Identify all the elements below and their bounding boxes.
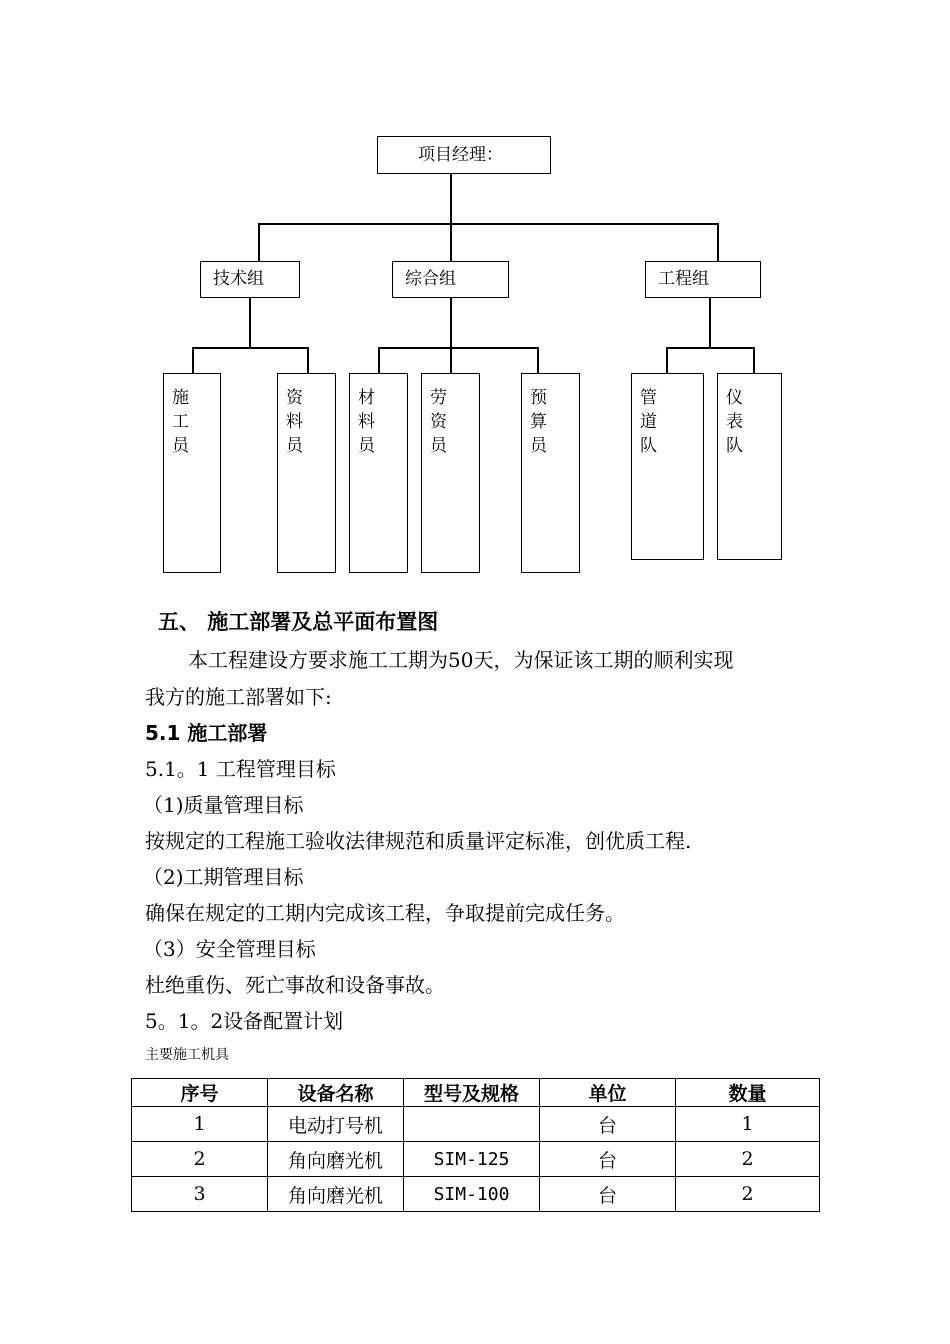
org-member-instrument-team [717,373,782,560]
org-group-engineering [645,261,761,298]
connector-line [709,297,711,348]
org-member-materials [349,373,408,573]
table-cell: 台 [540,1142,676,1177]
table-cell: 2 [132,1142,268,1177]
connector-line [666,347,668,374]
table-cell: 2 [676,1177,820,1212]
connector-line [378,347,538,349]
connector-line [258,223,260,262]
org-member-label: 管道队 [640,388,657,456]
org-member-label: 预算员 [530,388,547,456]
org-manager-box [377,136,551,174]
table-cell: SIM-125 [404,1142,540,1177]
connector-line [450,297,452,348]
table-header-row [132,1079,820,1107]
org-member-label: 材料员 [358,388,375,456]
org-member-label: 仪表队 [726,388,743,456]
table-cell: 角向磨光机 [268,1177,404,1212]
connector-line [717,223,719,262]
org-member-labor [421,373,480,573]
table-cell: SIM-100 [404,1177,540,1212]
table-cell: 台 [540,1107,676,1142]
connector-line [192,347,194,374]
schedule-text: 确保在规定的工期内完成该工程，争取提前完成任务。 [145,901,625,925]
org-member-label: 劳资员 [430,388,447,456]
connector-line [450,347,452,374]
equipment-table [131,1078,820,1212]
connector-line [666,347,754,349]
org-group-tech [200,261,300,298]
org-group-label: 技术组 [213,269,264,289]
connector-line [450,223,452,262]
org-member-label: 资料员 [286,388,303,456]
org-member-pipeline-team [631,373,704,560]
table-cell: 1 [132,1107,268,1142]
org-group-label: 综合组 [405,269,456,289]
header-cell: 序号 [132,1079,268,1107]
header-cell: 数量 [676,1079,820,1107]
table-cell: 电动打号机 [268,1107,404,1142]
connector-line [450,173,452,224]
table-caption: 主要施工机具 [145,1047,229,1063]
table-cell: 台 [540,1177,676,1212]
org-member-label: 施工员 [172,388,189,456]
org-group-general [392,261,509,298]
safety-label: （3）安全管理目标 [143,937,316,961]
table-row [132,1107,820,1142]
org-manager-label: 项目经理： [418,144,503,165]
header-cell: 设备名称 [268,1079,404,1107]
intro-line-2: 我方的施工部署如下: [145,685,332,709]
quality-text: 按规定的工程施工验收法律规范和质量评定标准，创优质工程. [145,829,692,853]
table-cell: 1 [676,1107,820,1142]
connector-line [378,347,380,374]
header-cell: 单位 [540,1079,676,1107]
connector-line [307,347,309,374]
quality-label: （1)质量管理目标 [143,793,304,817]
org-group-label: 工程组 [658,269,709,289]
table-row [132,1177,820,1212]
table-cell: 3 [132,1177,268,1212]
table-cell: 2 [676,1142,820,1177]
connector-line [258,223,718,225]
intro-line-1: 本工程建设方要求施工工期为50天，为保证该工期的顺利实现 [188,648,734,672]
connector-line [537,347,539,374]
org-member-construction [163,373,221,573]
connector-line [249,297,251,348]
schedule-label: （2)工期管理目标 [143,865,304,889]
connector-line [192,347,308,349]
table-row [132,1142,820,1177]
org-member-documentation [277,373,336,573]
table-cell [404,1107,540,1142]
connector-line [753,347,755,374]
org-member-budget [521,373,580,573]
equipment-title: 5。1。2设备配置计划 [145,1009,344,1033]
safety-text: 杜绝重伤、死亡事故和设备事故。 [145,973,445,997]
section-title: 五、 施工部署及总平面布置图 [158,610,439,634]
header-cell: 型号及规格 [404,1079,540,1107]
table-cell: 角向磨光机 [268,1142,404,1177]
sub-sub-section-title: 5.1。1 工程管理目标 [145,757,336,781]
sub-section-title: 5.1 施工部署 [145,721,268,745]
